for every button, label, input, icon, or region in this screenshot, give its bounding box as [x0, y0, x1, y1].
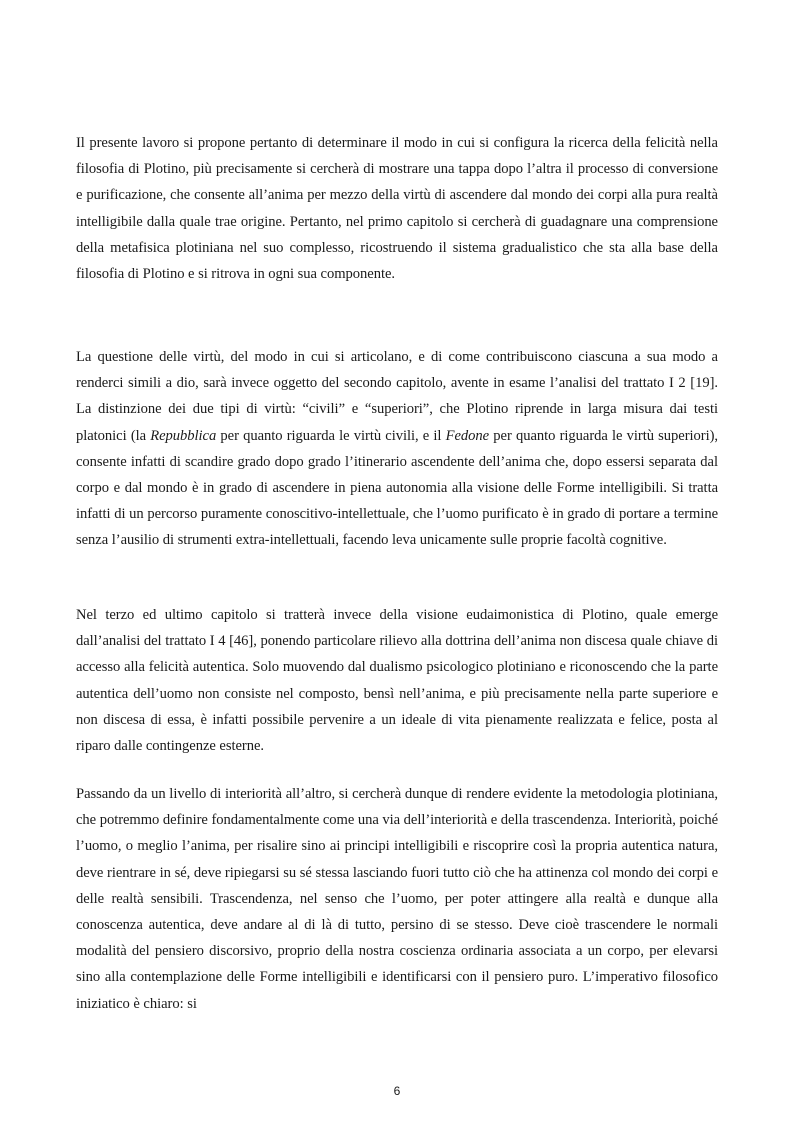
paragraph-1-text: Il presente lavoro si propone pertanto di determinare il modo in cui si configura la ricerca della felicità nella filosofia di Plotino, più precisamente si cercherà di mostrare una tappa dopo l’altra il processo di conversione e purificazione, che consente all’anima per mezzo della virtù di ascendere dal mondo dei corpi alla pura realtà intelligibile dalla quale trae origine. Pertanto, nel primo capitolo si cercherà di guadagnare una comprensione della metafisica plotiniana nel suo complesso, ricostruendo il sistema gradualistico che sta alla base della filosofia di Plotino e si ritrova in ogni sua componente. — [76, 135, 718, 283]
paragraph-4-text: Passando da un livello di interiorità all’altro, si cercherà dunque di rendere evidente la metodologia plotiniana, che potremmo definire fondamentalmente come una via dell’interiorità e della trascendenza. Interiorità, poiché l’uomo, o meglio l’anima, per risalire sino ai principi intelligibili e riscoprire così la propria autentica natura, deve rientrare in sé, deve ripiegarsi su sé stessa lasciando fuori tutto ciò che ha attinenza col mondo dei corpi e delle realtà sensibili. Trascendenza, nel senso che l’uomo, per poter attingere alla realtà e dunque alla conoscenza autentica, deve andare al di là di tutto, persino di se stesso. Deve cioè trascendere le normali modalità del pensiero discorsivo, proprio della nostra coscienza ordinaria associata a un corpo, per elevarsi sino alla contemplazione delle Forme intelligibili e identificarsi con il pensiero puro. L’imperativo filosofico iniziatico è chiaro: si — [76, 786, 719, 1012]
paragraph-2-text-b: per quanto riguarda le virtù civili, e il — [216, 427, 446, 444]
paragraph-2-text-a: La questione delle virtù, del modo in cui si articolano, e di come contribuiscono ciascuna a sua modo a renderci simili a dio, sarà invece oggetto del secondo capitolo, avente in esame l’analisi del trattato I 2 [19]. La distinzione dei due tipi di virtù: “civili” e “superiori”, che Plotino riprende in larga misura dai testi platonici (la — [76, 349, 718, 444]
paragraph-2-text — [76, 344, 718, 554]
paragraph-4 — [76, 781, 718, 1017]
paragraph-2-text-c: per quanto riguarda le virtù superiori), consente infatti di scandire grado dopo grado l’itinerario ascendente dell’anima che, dopo essersi separata dal corpo e dal mondo è in grado di ascendere in piena autonomia alla visione delle Forme intelligibili. Si tratta infatti di un percorso puramente conoscitivo-intellettuale, che l’uomo purificato è in grado di portare a termine senza l’ausilio di strumenti extra-intellettuali, facendo leva unicamente sulle proprie facoltà cognitive. — [76, 427, 719, 549]
title-fedone: Fedone — [445, 427, 490, 444]
paragraph-1 — [76, 130, 718, 287]
title-repubblica: Repubblica — [150, 427, 217, 444]
paragraph-3 — [76, 602, 718, 759]
page-number: 6 — [393, 1084, 401, 1098]
paragraph-2 — [76, 344, 718, 554]
paragraph-3-text: Nel terzo ed ultimo capitolo si tratterà invece della visione eudaimonistica di Plotino, quale emerge dall’analisi del trattato I 4 [46], ponendo particolare rilievo alla dottrina dell’anima non discesa quale chiave di accesso alla felicità autentica. Solo muovendo dal dualismo psicologico plotiniano e riconoscendo che la parte autentica dell’uomo non consiste nel composto, bensì nell’anima, e più precisamente nella parte superiore e non discesa di essa, è infatti possibile pervenire a un ideale di vita pienamente realizzata e felice, posta al riparo dalle contingenze esterne. — [76, 607, 718, 755]
